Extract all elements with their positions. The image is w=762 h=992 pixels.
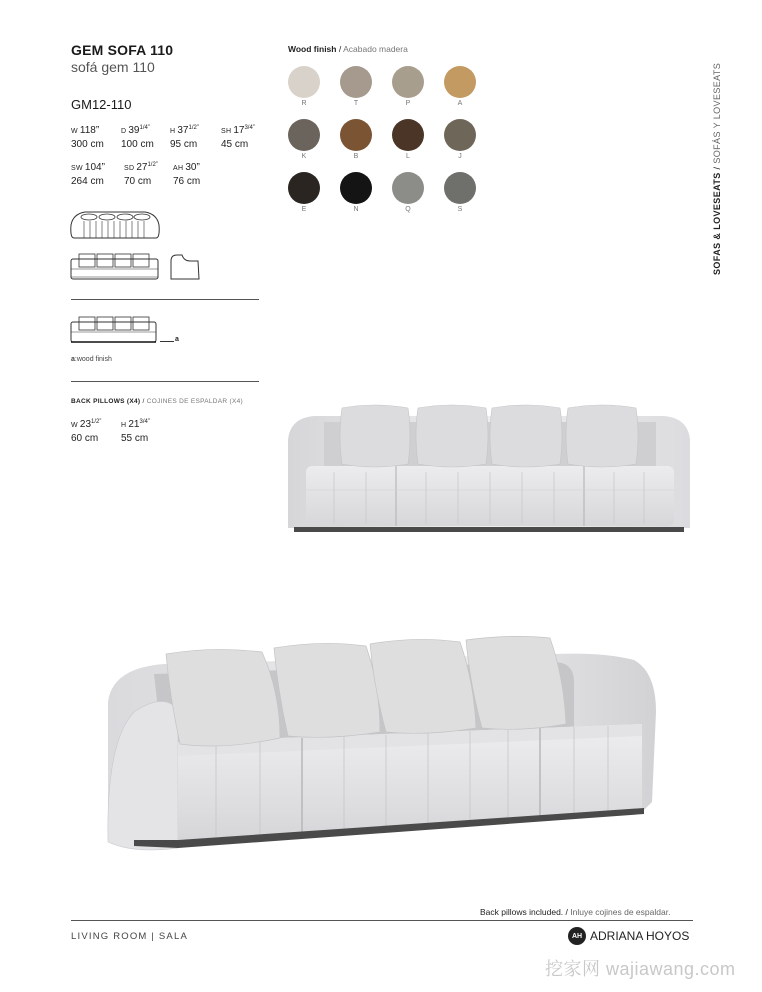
wood-swatch-label: A: [457, 100, 463, 107]
marker-a: a: [175, 336, 179, 343]
watermark: 挖家网 wajiawang.com: [545, 959, 736, 979]
back-pillows-title: BACK PILLOWS (X4) / COJINES DE ESPALDAR (X4): [71, 398, 244, 405]
wood-swatch-label: R: [301, 100, 307, 107]
wood-swatch-label: Q: [405, 206, 411, 213]
pillow-width: W $23^{1/2”}$ 60 cm: [71, 419, 102, 444]
category-sidebar: SOFAS & LOVESEATS / SOFÁS Y LOVESEATS: [712, 62, 722, 275]
product-title: GEM SOFA 110: [71, 42, 174, 58]
wood-swatch-b: [340, 119, 372, 151]
wood-swatch-label: N: [353, 206, 359, 213]
wood-swatch-label: S: [457, 206, 463, 213]
wood-swatch-label: B: [353, 153, 359, 160]
footer-divider: [71, 920, 693, 921]
dim-seat-depth: SD $27^{1/2”}$ 70 cm: [124, 162, 158, 187]
wood-finish-drawing: [70, 316, 160, 344]
wood-swatch-r: [288, 66, 320, 98]
marker-leader-line: [160, 341, 174, 342]
wood-swatch-l: [392, 119, 424, 151]
dim-arm-height: AH 30” 76 cm: [173, 162, 201, 187]
dim-seat-height: SH $17^{3/4”}$ 45 cm: [221, 125, 255, 150]
dim-depth: D $39^{1/4”}$ 100 cm: [121, 125, 154, 150]
section-label: LIVING ROOM | SALA: [71, 931, 188, 942]
product-subtitle: sofá gem 110: [71, 59, 155, 75]
wood-swatch-k: [288, 119, 320, 151]
wood-swatch-t: [340, 66, 372, 98]
wood-swatch-label: J: [458, 153, 462, 160]
dim-height: H $37^{1/2”}$ 95 cm: [170, 125, 199, 150]
top-view-drawing: [70, 208, 160, 242]
wood-swatch-label: L: [406, 153, 410, 160]
wood-swatch-label: T: [353, 100, 359, 107]
wood-swatch-q: [392, 172, 424, 204]
wood-swatch-j: [444, 119, 476, 151]
pillow-height: H $21^{3/4”}$ 55 cm: [121, 419, 150, 444]
wood-swatch-label: E: [301, 206, 307, 213]
wood-finish-legend: a:wood finish: [71, 356, 112, 363]
divider-1: [71, 299, 259, 300]
wood-finish-title: Wood finish / Acabado madera: [288, 44, 408, 54]
divider-2: [71, 381, 259, 382]
brand-name: ADRIANA HOYOS: [590, 929, 690, 943]
brand-logo-icon: AH: [568, 927, 586, 945]
product-code: GM12-110: [71, 97, 132, 112]
wood-swatch-a: [444, 66, 476, 98]
sofa-angled-photo: [104, 632, 660, 858]
side-view-drawing: [168, 253, 202, 281]
dim-width: W 118” 300 cm: [71, 125, 104, 150]
pillows-included-note: Back pillows included. / Inluye cojines de espaldar.: [480, 907, 671, 917]
wood-swatch-s: [444, 172, 476, 204]
wood-swatch-label: K: [301, 153, 307, 160]
wood-swatch-label: P: [405, 100, 411, 107]
brand-logo: [568, 927, 689, 945]
sofa-front-photo: [284, 400, 694, 535]
wood-swatch-p: [392, 66, 424, 98]
wood-swatch-n: [340, 172, 372, 204]
dim-seat-width: SW 104” 264 cm: [71, 162, 105, 187]
front-view-drawing: [70, 253, 160, 281]
wood-swatch-e: [288, 172, 320, 204]
